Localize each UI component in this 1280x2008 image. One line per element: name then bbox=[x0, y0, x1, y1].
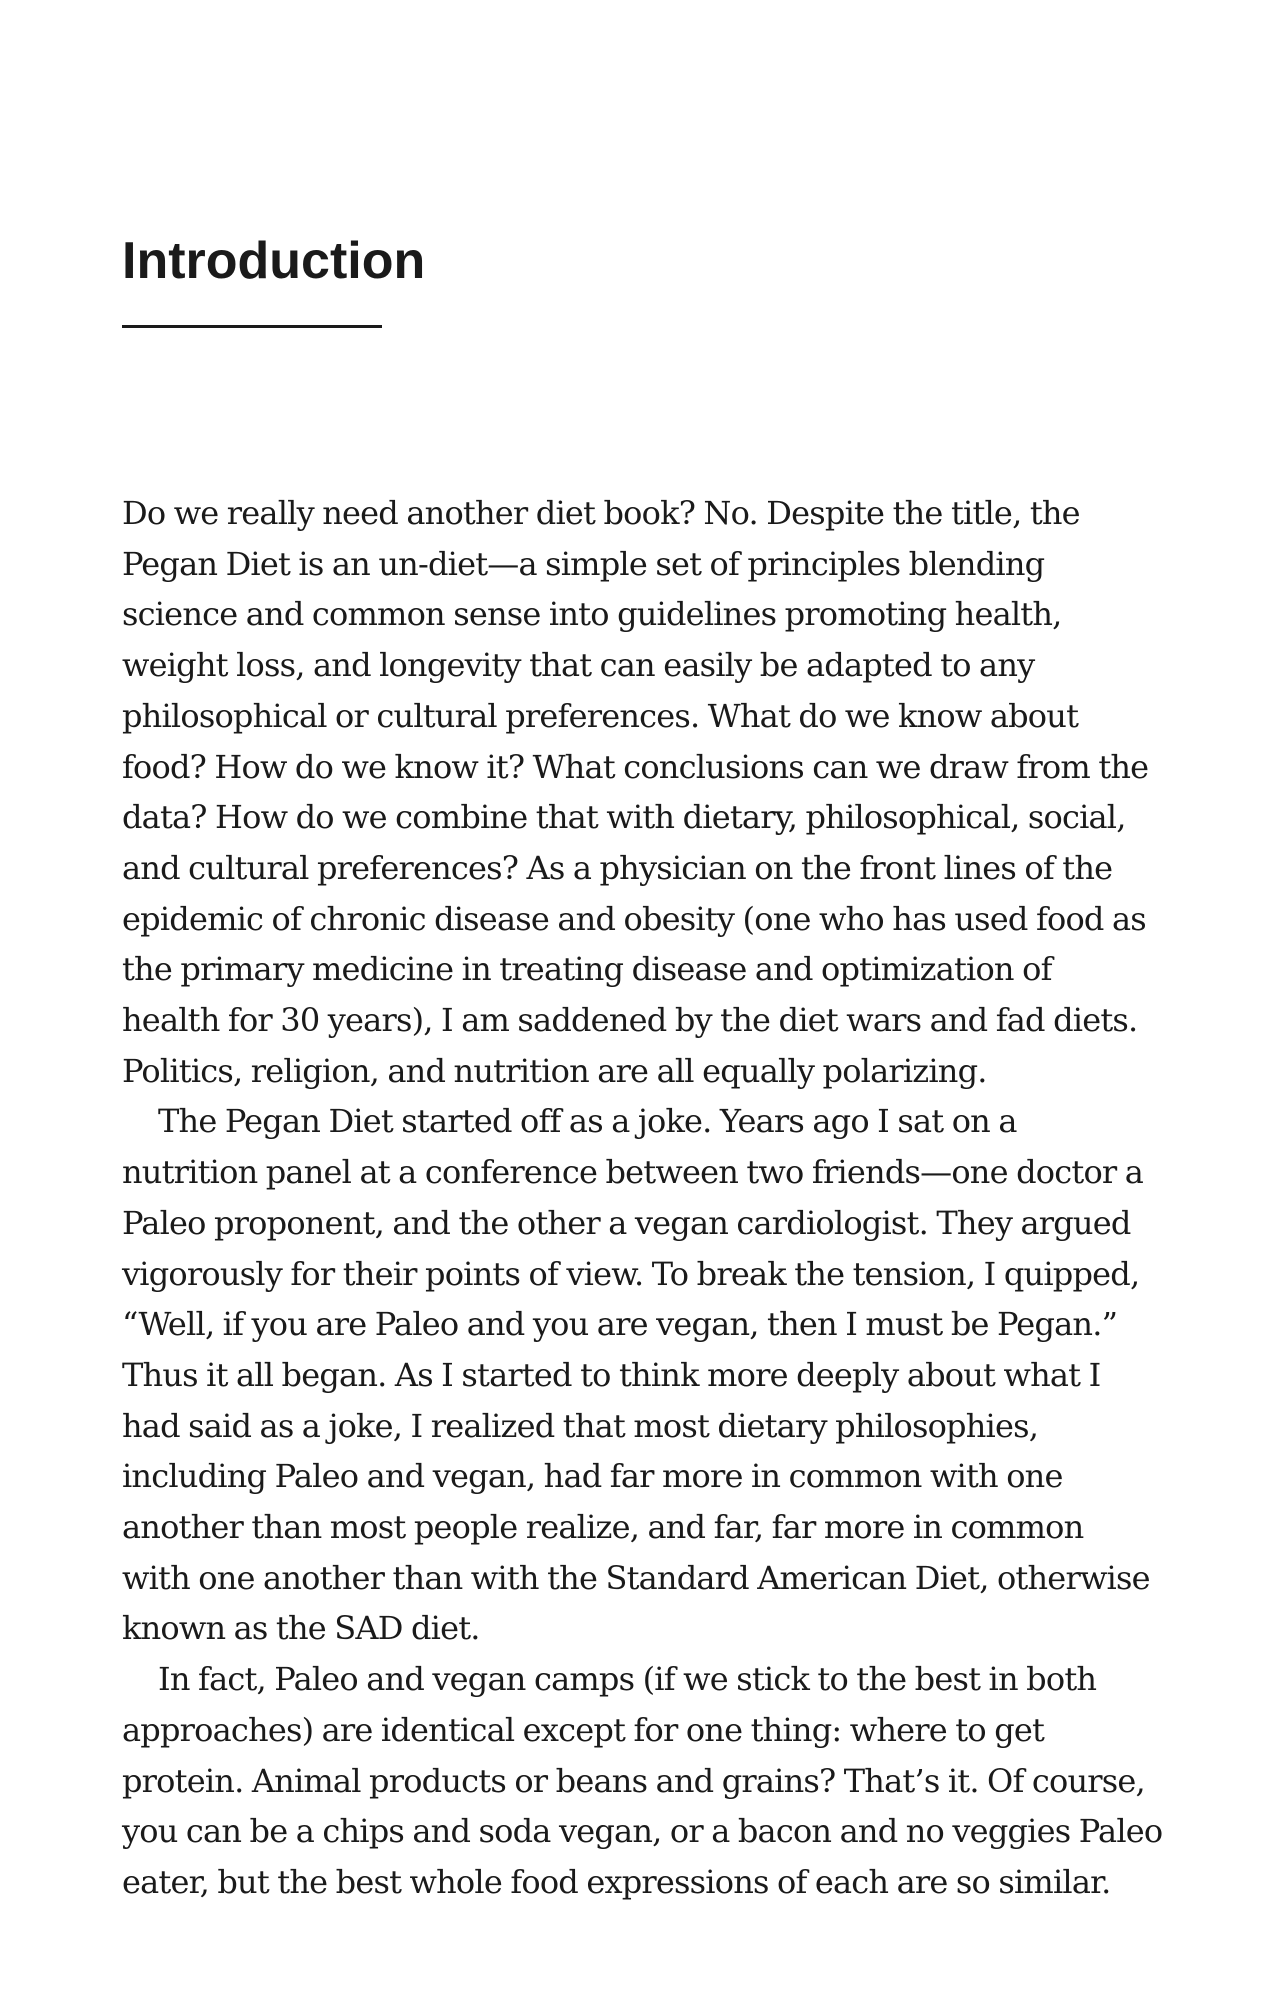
paragraph-3 bbox=[122, 1654, 1182, 1908]
text-line: you can be a chips and soda vegan, or a bacon and no veggies Paleo bbox=[122, 1812, 1163, 1851]
text-line: food? How do we know it? What conclusions can we draw from the bbox=[122, 747, 1149, 786]
text-line: weight loss, and longevity that can easily be adapted to any bbox=[122, 646, 1035, 685]
paragraph-2 bbox=[122, 1096, 1182, 1654]
text-line: protein. Animal products or beans and grains? That’s it. Of course, bbox=[122, 1761, 1145, 1800]
text-line: approaches) are identical except for one thing: where to get bbox=[122, 1710, 1045, 1749]
text-line: “Well, if you are Paleo and you are vegan, then I must be Pegan.” bbox=[122, 1305, 1118, 1344]
text-line: health for 30 years), I am saddened by the diet wars and fad diets. bbox=[122, 1001, 1138, 1040]
body-text bbox=[122, 488, 1182, 1908]
text-line: Pegan Diet is an un-diet—a simple set of principles blending bbox=[122, 544, 1045, 583]
text-line: and cultural preferences? As a physician on the front lines of the bbox=[122, 848, 1113, 887]
chapter-title: Introduction bbox=[122, 232, 426, 290]
text-line: epidemic of chronic disease and obesity (one who has used food as bbox=[122, 899, 1146, 938]
paragraph-1 bbox=[122, 488, 1182, 1096]
text-line: eater, but the best whole food expressions of each are so similar. bbox=[122, 1862, 1111, 1901]
text-line: science and common sense into guidelines promoting health, bbox=[122, 595, 1062, 634]
text-line: data? How do we combine that with dietary, philosophical, social, bbox=[122, 798, 1126, 837]
text-line: The Pegan Diet started off as a joke. Years ago I sat on a bbox=[158, 1102, 1017, 1141]
text-line: Paleo proponent, and the other a vegan cardiologist. They argued bbox=[122, 1203, 1131, 1242]
text-line: known as the SAD diet. bbox=[122, 1609, 480, 1648]
text-line: with one another than with the Standard American Diet, otherwise bbox=[122, 1558, 1150, 1597]
text-line: In fact, Paleo and vegan camps (if we stick to the best in both bbox=[158, 1660, 1097, 1699]
text-line: the primary medicine in treating disease and optimization of bbox=[122, 950, 1052, 989]
text-line: Thus it all began. As I started to think more deeply about what I bbox=[122, 1355, 1101, 1394]
text-line: philosophical or cultural preferences. What do we know about bbox=[122, 696, 1079, 735]
text-line: including Paleo and vegan, had far more in common with one bbox=[122, 1457, 1063, 1496]
text-line: Politics, religion, and nutrition are all equally polarizing. bbox=[122, 1051, 987, 1090]
text-line: vigorously for their points of view. To break the tension, I quipped, bbox=[122, 1254, 1140, 1293]
text-line: had said as a joke, I realized that most dietary philosophies, bbox=[122, 1406, 1039, 1445]
text-line: nutrition panel at a conference between two friends—one doctor a bbox=[122, 1153, 1144, 1192]
text-line: another than most people realize, and far, far more in common bbox=[122, 1508, 1084, 1547]
text-line: Do we really need another diet book? No. Despite the title, the bbox=[122, 494, 1080, 532]
title-underline bbox=[122, 325, 382, 328]
